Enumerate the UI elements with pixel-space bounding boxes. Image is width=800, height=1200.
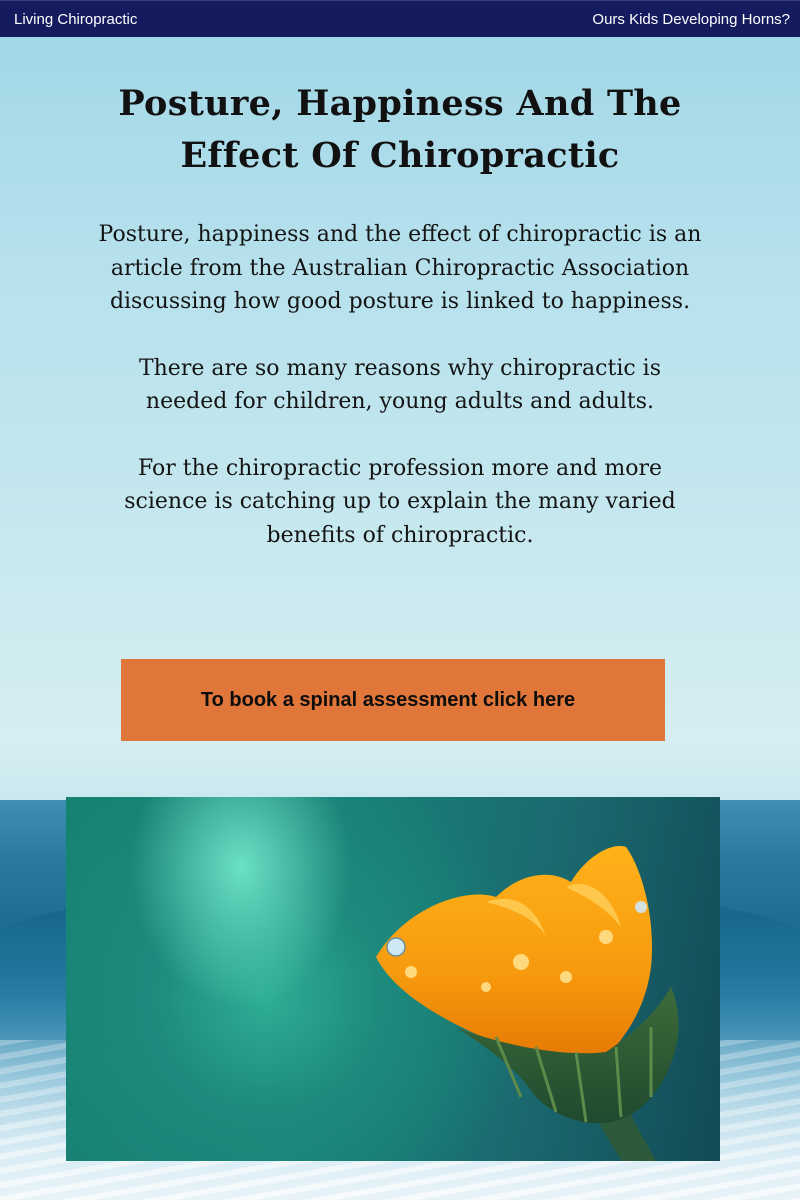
flower-image — [66, 797, 720, 1161]
article-paragraph: There are so many reasons why chiropractic is needed for children, young adults and adults. — [138, 355, 662, 414]
flower-illustration — [66, 797, 720, 1161]
page-title: Posture, Happiness And The Effect Of Chiropractic — [118, 83, 682, 176]
nav-link-kids-developing-horns[interactable]: Ours Kids Developing Horns? — [592, 10, 790, 28]
book-assessment-button[interactable]: To book a spinal assessment click here — [121, 659, 665, 741]
top-nav-bar — [0, 0, 800, 37]
article-paragraph: For the chiropractic profession more and more science is catching up to explain the many varied benefits of chiropractic. — [124, 455, 676, 548]
article-body — [95, 218, 705, 552]
nav-link-living-chiropractic[interactable]: Living Chiropractic — [14, 10, 138, 28]
article-paragraph: Posture, happiness and the effect of chiropractic is an article from the Australian Chiropractic Association discussing how good posture is linked to happiness. — [98, 222, 702, 314]
